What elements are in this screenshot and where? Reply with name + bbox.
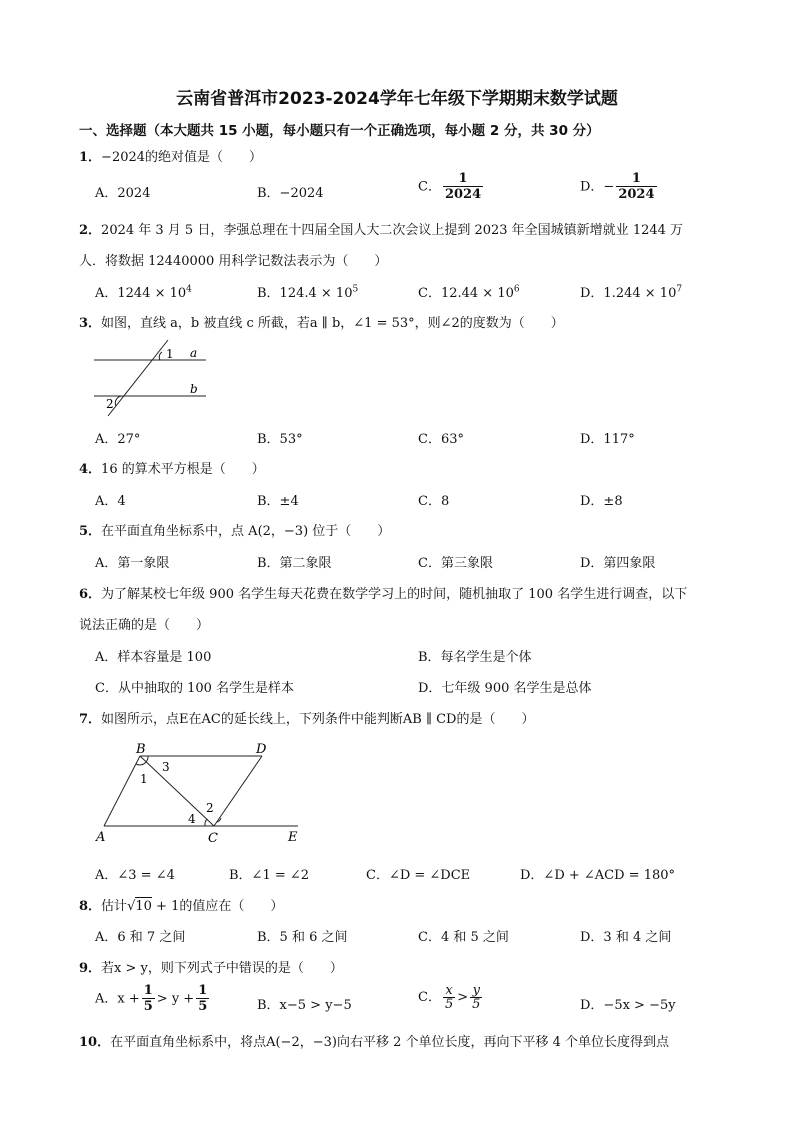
q5-option-a[interactable]: A．第一象限 [95,556,170,571]
q6-option-d[interactable]: D．七年级 900 名学生是总体 [418,681,592,696]
label-3: 3 [162,760,170,774]
angle-1-arc [136,762,146,765]
question-6-line2: 说法正确的是（ ） [79,618,210,633]
transversal-c [108,340,168,416]
segment-bc [140,756,214,826]
q5-option-b[interactable]: B．第二象限 [257,556,332,571]
q8-option-d[interactable]: D．3 和 4 之间 [580,930,672,945]
fraction: $\frac{1}{5}$ [143,983,153,1014]
question-1 [79,146,262,165]
segment-dc [214,756,262,826]
q4-option-d[interactable]: D．±8 [580,494,623,509]
q7-option-d[interactable]: D．∠D + ∠ACD = 180° [520,868,676,883]
q9-option-a[interactable]: A．x + $\frac{1}{5}$ > y + $\frac{1}{5}$ [95,983,208,1014]
question-7: 7．如图所示，点E在AC的延长线上，下列条件中能判断AB ∥ CD的是（ ） [79,712,535,727]
q9-option-d[interactable]: D．−5x > −5y [580,998,676,1013]
q5-option-c[interactable]: C．第三象限 [418,556,493,571]
question-2-line2: 人．将数据 12440000 用科学记数法表示为（ ） [79,254,388,269]
fraction: $\frac{1}{5}$ [198,983,208,1014]
q7-option-b[interactable]: B．∠1 = ∠2 [229,868,310,883]
label-C: C [208,831,218,846]
question-number: 1． [79,150,102,165]
q4-option-a[interactable]: A．4 [95,494,126,509]
question-stem: 在平面直角坐标系中，将点A(−2，−3)向右平移 2 个单位长度，再向下平移 4 个单位长度得到点 [110,1035,670,1050]
section-heading: 一、选择题（本大题共 15 小题，每小题只有一个正确选项，每小题 2 分，共 30 分） [79,123,600,139]
label-A: A [96,830,106,845]
label-4: 4 [188,812,196,826]
q3-option-d[interactable]: D．117° [580,432,635,447]
label-E: E [288,830,298,845]
angle-3-arc [146,756,148,762]
page-title: 云南省普洱市2023-2024学年七年级下学期期末数学试题 [176,89,618,109]
q7-option-a[interactable]: A．∠3 = ∠4 [95,868,175,883]
question-stem: 如图，直线 a，b 被直线 c 所截，若a ∥ b，∠1 = 53°，则∠2的度数为（ ） [101,316,564,331]
q1-option-d[interactable]: D．− $\frac{1}{2024}$ [580,171,655,202]
q5-option-d[interactable]: D．第四象限 [580,556,656,571]
q9-option-c[interactable]: C． $\frac{x}{5}$ > $\frac{y}{5}$ [418,983,481,1012]
question-5: 5．在平面直角坐标系中，点 A(2，−3) 位于（ ） [79,524,391,539]
q1-option-b[interactable]: B．−2024 [257,186,324,201]
q2-option-c[interactable]: C．$12.44 \times 10^6$ [418,284,520,301]
label-b: b [190,382,198,396]
q3-option-b[interactable]: B．53° [257,432,303,447]
label-2: 2 [106,397,114,411]
q1-option-c[interactable]: C． $\frac{1}{2024}$ [418,171,482,202]
angle-2-arc [115,396,122,406]
angle-1-arc [159,352,162,360]
q9-option-b[interactable]: B．x−5 > y−5 [257,998,352,1013]
label-D: D [256,742,267,757]
q2-option-d[interactable]: D．$1.244 \times 10^7$ [580,284,683,301]
q4-option-b[interactable]: B．±4 [257,494,299,509]
q8-option-b[interactable]: B．5 和 6 之间 [257,930,348,945]
sqrt-sign: √ [127,899,136,914]
label-B: B [136,742,146,757]
label-1: 1 [140,772,148,786]
question-10: 10．在平面直角坐标系中，将点A(−2，−3)向右平移 2 个单位长度，再向下平移 4 个单位长度得到点 [79,1035,670,1050]
angle-4-arc [205,819,207,826]
question-4: 4．16 的算术平方根是（ ） [79,462,265,477]
q3-option-a[interactable]: A．27° [95,432,141,447]
label-a: a [190,346,198,360]
parallelogram-figure [92,738,312,846]
q6-option-a[interactable]: A．样本容量是 100 [95,650,212,665]
question-stem: 如图所示，点E在AC的延长线上，下列条件中能判断AB ∥ CD的是（ ） [101,712,535,727]
question-stem: 若x > y，则下列式子中错误的是（ ） [101,961,343,976]
q3-option-c[interactable]: C．63° [418,432,464,447]
parallel-lines-figure [88,338,218,418]
question-stem: 2024 年 3 月 5 日，李强总理在十四届全国人大二次会议上提到 2023 年全国城镇新增就业 1244 万 [101,223,684,238]
q2-option-a[interactable]: A．$1244 \times 10^4$ [95,284,192,301]
question-2: 2．2024 年 3 月 5 日，李强总理在十四届全国人大二次会议上提到 2023 年全国城镇新增就业 1244 万 [79,223,684,238]
q6-option-c[interactable]: C．从中抽取的 100 名学生是样本 [95,681,295,696]
fraction: $\frac{1}{2024}$ [618,171,655,202]
segment-ab [104,756,140,826]
question-stem: 在平面直角坐标系中，点 A(2，−3) 位于（ ） [101,524,391,539]
radicand: 10 [135,899,152,914]
q6-option-b[interactable]: B．每名学生是个体 [418,650,532,665]
label-1: 1 [166,347,174,361]
label-2: 2 [206,801,214,815]
q4-option-c[interactable]: C．8 [418,494,450,509]
q8-option-a[interactable]: A．6 和 7 之间 [95,930,186,945]
question-stem: 16 的算术平方根是（ ） [101,462,265,477]
question-6: 6．为了解某校七年级 900 名学生每天花费在数学学习上的时间，随机抽取了 100 名学生进行调查，以下 [79,587,688,602]
q8-option-c[interactable]: C．4 和 5 之间 [418,930,509,945]
q1-option-a[interactable]: A．2024 [95,186,151,201]
question-stem: −2024的绝对值是（ ） [101,150,263,165]
question-stem: 为了解某校七年级 900 名学生每天花费在数学学习上的时间，随机抽取了 100 名学生进行调查，以下 [101,587,688,602]
question-3: 3．如图，直线 a，b 被直线 c 所截，若a ∥ b，∠1 = 53°，则∠2的度数为（ ） [79,316,564,331]
fraction: $\frac{x}{5}$ [444,983,454,1012]
question-8: 8．估计√10 + 1的值应在（ ） [79,899,284,914]
fraction: $\frac{y}{5}$ [472,983,481,1012]
fraction: $\frac{1}{2024}$ [444,171,482,202]
q2-option-b[interactable]: B．$124.4 \times 10^5$ [257,284,359,301]
question-9: 9．若x > y，则下列式子中错误的是（ ） [79,961,343,976]
q7-option-c[interactable]: C．∠D = ∠DCE [366,868,471,883]
